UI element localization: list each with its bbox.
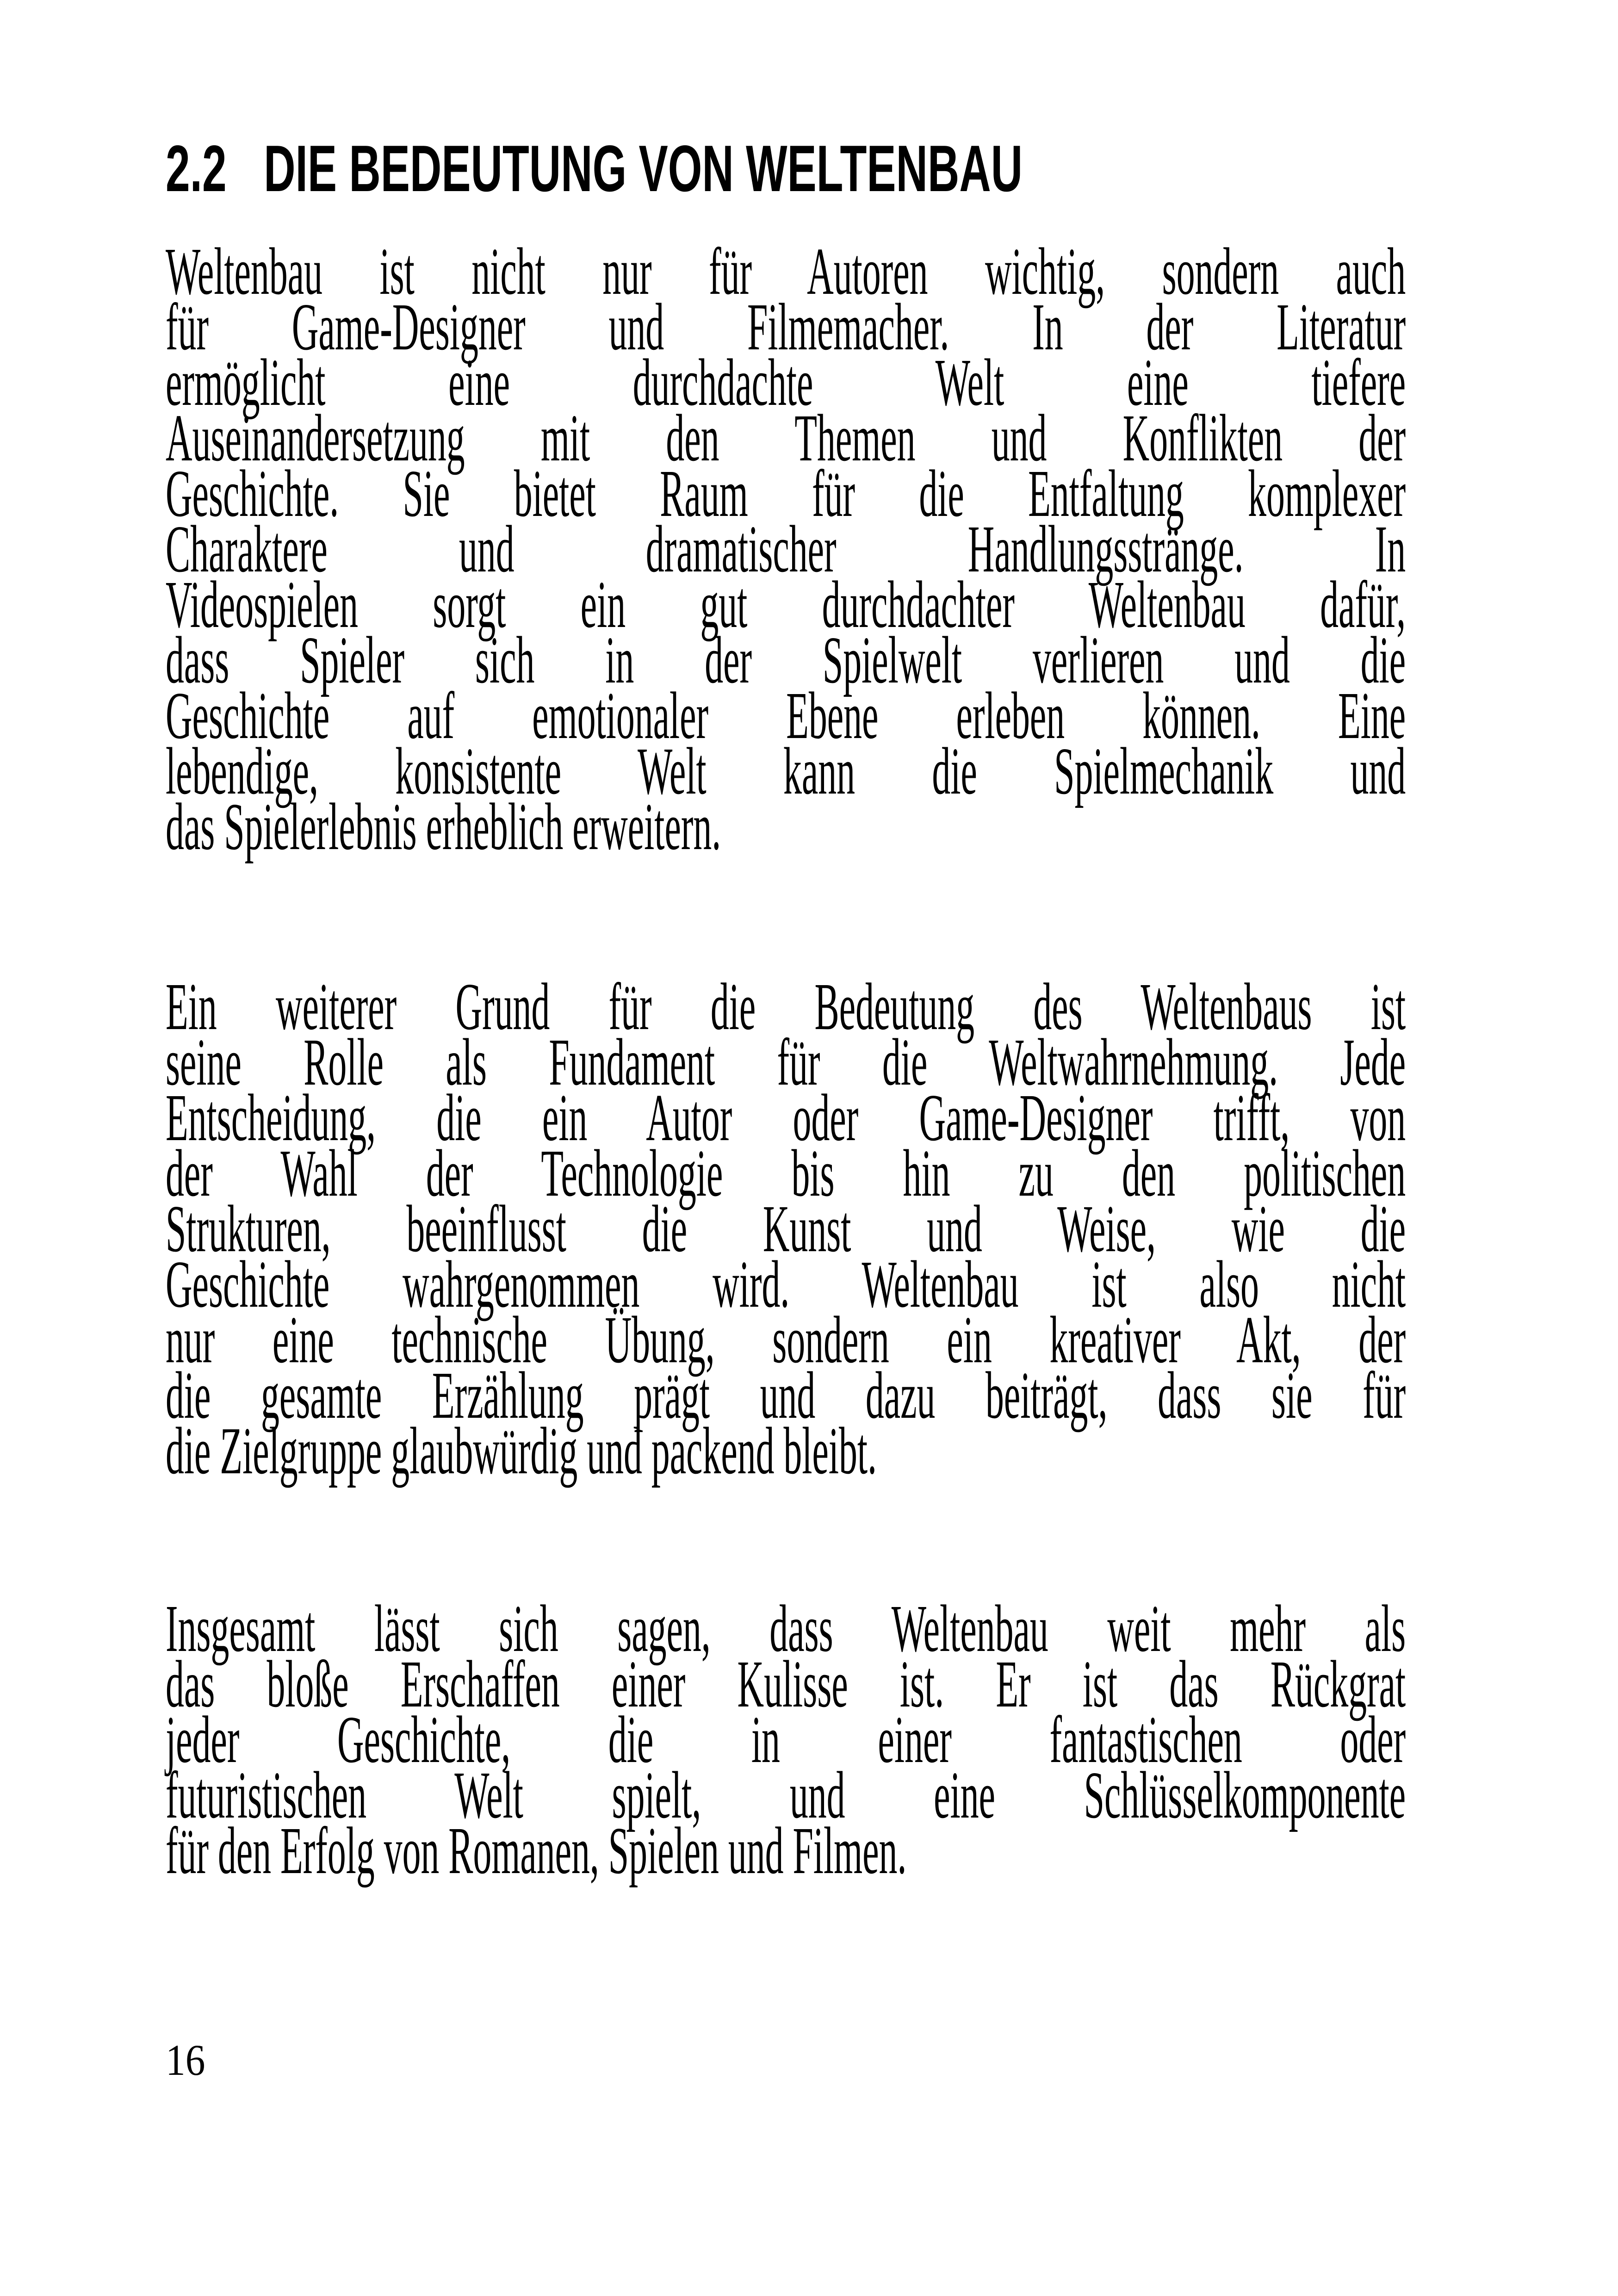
section-number: 2.2 bbox=[166, 132, 227, 205]
text-line: Charaktere und dramatischer Handlungsstränge. In bbox=[166, 512, 1406, 586]
text-line: Auseinandersetzung mit den Themen und Konflikten der bbox=[166, 401, 1406, 475]
paragraph-2 bbox=[166, 970, 1406, 1488]
text-line: Weltenbau ist nicht nur für Autoren wichtig, sondern auch bbox=[166, 235, 1406, 309]
text-line: das Spielerlebnis erheblich erweitern. bbox=[166, 790, 721, 864]
text-line: Videospielen sorgt ein gut durchdachter Weltenbau dafür, bbox=[166, 568, 1406, 642]
text-line: nur eine technische Übung, sondern ein kreativer Akt, der bbox=[166, 1303, 1406, 1377]
text-line: der Wahl der Technologie bis hin zu den politischen bbox=[166, 1136, 1406, 1210]
text-line: das bloße Erschaffen einer Kulisse ist. Er ist das Rückgrat bbox=[166, 1647, 1406, 1721]
text-line: Ein weiterer Grund für die Bedeutung des Weltenbaus ist bbox=[166, 970, 1406, 1044]
text-line: Geschichte wahrgenommen wird. Weltenbau ist also nicht bbox=[166, 1247, 1406, 1322]
page-number: 16 bbox=[166, 2035, 205, 2085]
text-line: die gesamte Erzählung prägt und dazu beiträgt, dass sie für bbox=[166, 1359, 1406, 1433]
paragraph-1 bbox=[166, 235, 1406, 864]
text-line: ermöglicht eine durchdachte Welt eine tiefere bbox=[166, 346, 1406, 420]
text-line: für Game-Designer und Filmemacher. In der Literatur bbox=[166, 290, 1406, 364]
text-line: Insgesamt lässt sich sagen, dass Weltenbau weit mehr als bbox=[166, 1592, 1406, 1666]
text-line: die Zielgruppe glaubwürdig und packend bleibt. bbox=[166, 1414, 877, 1488]
text-line: jeder Geschichte, die in einer fantastischen oder bbox=[166, 1703, 1406, 1777]
text-line: für den Erfolg von Romanen, Spielen und Filmen. bbox=[166, 1814, 907, 1888]
text-line: Strukturen, beeinflusst die Kunst und Weise, wie die bbox=[166, 1192, 1406, 1266]
text-line: Geschichte auf emotionaler Ebene erleben können. Eine bbox=[166, 679, 1406, 753]
section-title: DIE BEDEUTUNG VON WELTENBAU bbox=[264, 132, 1023, 205]
text-line: futuristischen Welt spielt, und eine Schlüsselkomponente bbox=[166, 1758, 1406, 1832]
text-line: lebendige, konsistente Welt kann die Spielmechanik und bbox=[166, 734, 1406, 808]
text-line: dass Spieler sich in der Spielwelt verlieren und die bbox=[166, 623, 1406, 697]
section-heading bbox=[166, 132, 1023, 205]
text-line: seine Rolle als Fundament für die Weltwahrnehmung. Jede bbox=[166, 1025, 1406, 1099]
text-line: Geschichte. Sie bietet Raum für die Entfaltung komplexer bbox=[166, 457, 1406, 531]
text-line: Entscheidung, die ein Autor oder Game-Designer trifft, von bbox=[166, 1081, 1406, 1155]
paragraph-3 bbox=[166, 1592, 1406, 1888]
